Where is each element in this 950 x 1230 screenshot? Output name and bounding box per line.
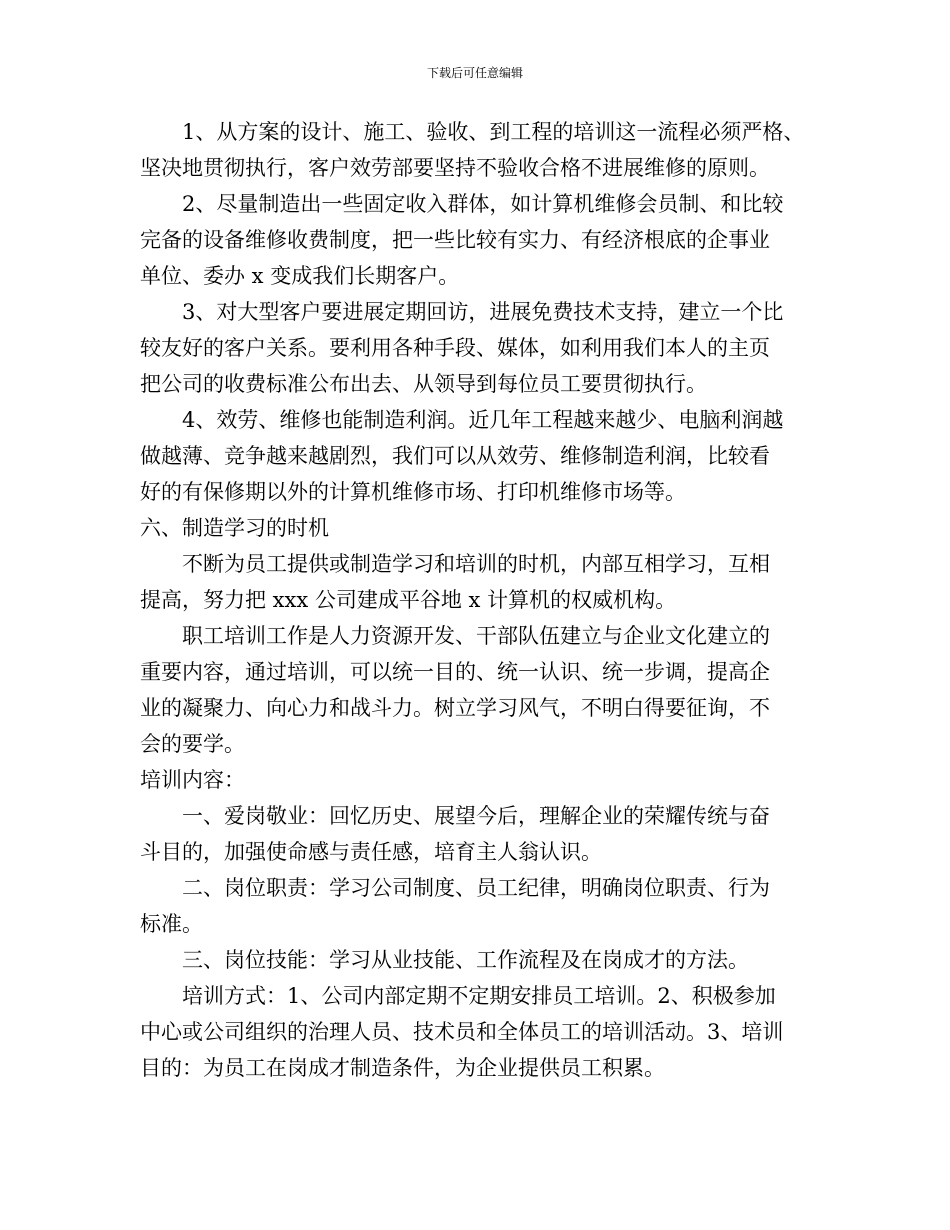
text-line: 2、尽量制造出一些固定收入群体，如计算机维修会员制、和比较 <box>182 192 784 216</box>
text-line: 坚决地贯彻执行，客户效劳部要坚持不验收合格不进展维修的原则。 <box>140 156 770 180</box>
text-line: 六、制造学习的时机 <box>140 516 329 540</box>
text-line: 重要内容，通过培训，可以统一目的、统一认识、统一步调，提高企 <box>140 660 770 684</box>
text-line: 做越薄、竞争越来越剧烈，我们可以从效劳、维修制造利润，比较看 <box>140 444 770 468</box>
text-line: 培训方式：1、公司内部定期不定期安排员工培训。2、积极参加 <box>182 984 776 1008</box>
text-line: 提高，努力把 xxx 公司建成平谷地 x 计算机的权威机构。 <box>140 588 677 612</box>
text-line: 1、从方案的设计、施工、验收、到工程的培训这一流程必须严格、 <box>182 120 805 144</box>
text-line: 职工培训工作是人力资源开发、干部队伍建立与企业文化建立的 <box>182 624 770 648</box>
text-line: 会的要学。 <box>140 732 245 756</box>
text-line: 中心或公司组织的治理人员、技术员和全体员工的培训活动。3、培训 <box>140 1020 784 1044</box>
text-line: 一、爱岗敬业：回忆历史、展望今后，理解企业的荣耀传统与奋 <box>182 804 770 828</box>
text-line: 完备的设备维修收费制度，把一些比较有实力、有经济根底的企事业 <box>140 228 770 252</box>
text-line: 目的：为员工在岗成才制造条件，为企业提供员工积累。 <box>140 1056 665 1080</box>
text-line: 不断为员工提供或制造学习和培训的时机，内部互相学习，互相 <box>182 552 770 576</box>
page-header: 下载后可任意编辑 <box>426 66 523 80</box>
text-line: 4、效劳、维修也能制造利润。近几年工程越来越少、电脑利润越 <box>182 408 784 432</box>
text-line: 3、对大型客户要进展定期回访，进展免费技术支持，建立一个比 <box>182 300 784 324</box>
text-line: 二、岗位职责：学习公司制度、员工纪律，明确岗位职责、行为 <box>182 876 770 900</box>
text-line: 单位、委办 x 变成我们长期客户。 <box>140 264 460 288</box>
text-line: 三、岗位技能：学习从业技能、工作流程及在岗成才的方法。 <box>182 948 749 972</box>
document-body <box>140 114 816 1086</box>
text-line: 较友好的客户关系。要利用各种手段、媒体，如利用我们本人的主页 <box>140 336 770 360</box>
text-line: 培训内容： <box>140 768 245 792</box>
text-line: 斗目的，加强使命感与责任感，培育主人翁认识。 <box>140 840 602 864</box>
text-line: 把公司的收费标准公布出去、从领导到每位员工要贯彻执行。 <box>140 372 707 396</box>
text-line: 好的有保修期以外的计算机维修市场、打印机维修市场等。 <box>140 480 686 504</box>
text-line: 标准。 <box>140 912 203 936</box>
text-line: 业的凝聚力、向心力和战斗力。树立学习风气，不明白得要征询，不 <box>140 696 770 720</box>
